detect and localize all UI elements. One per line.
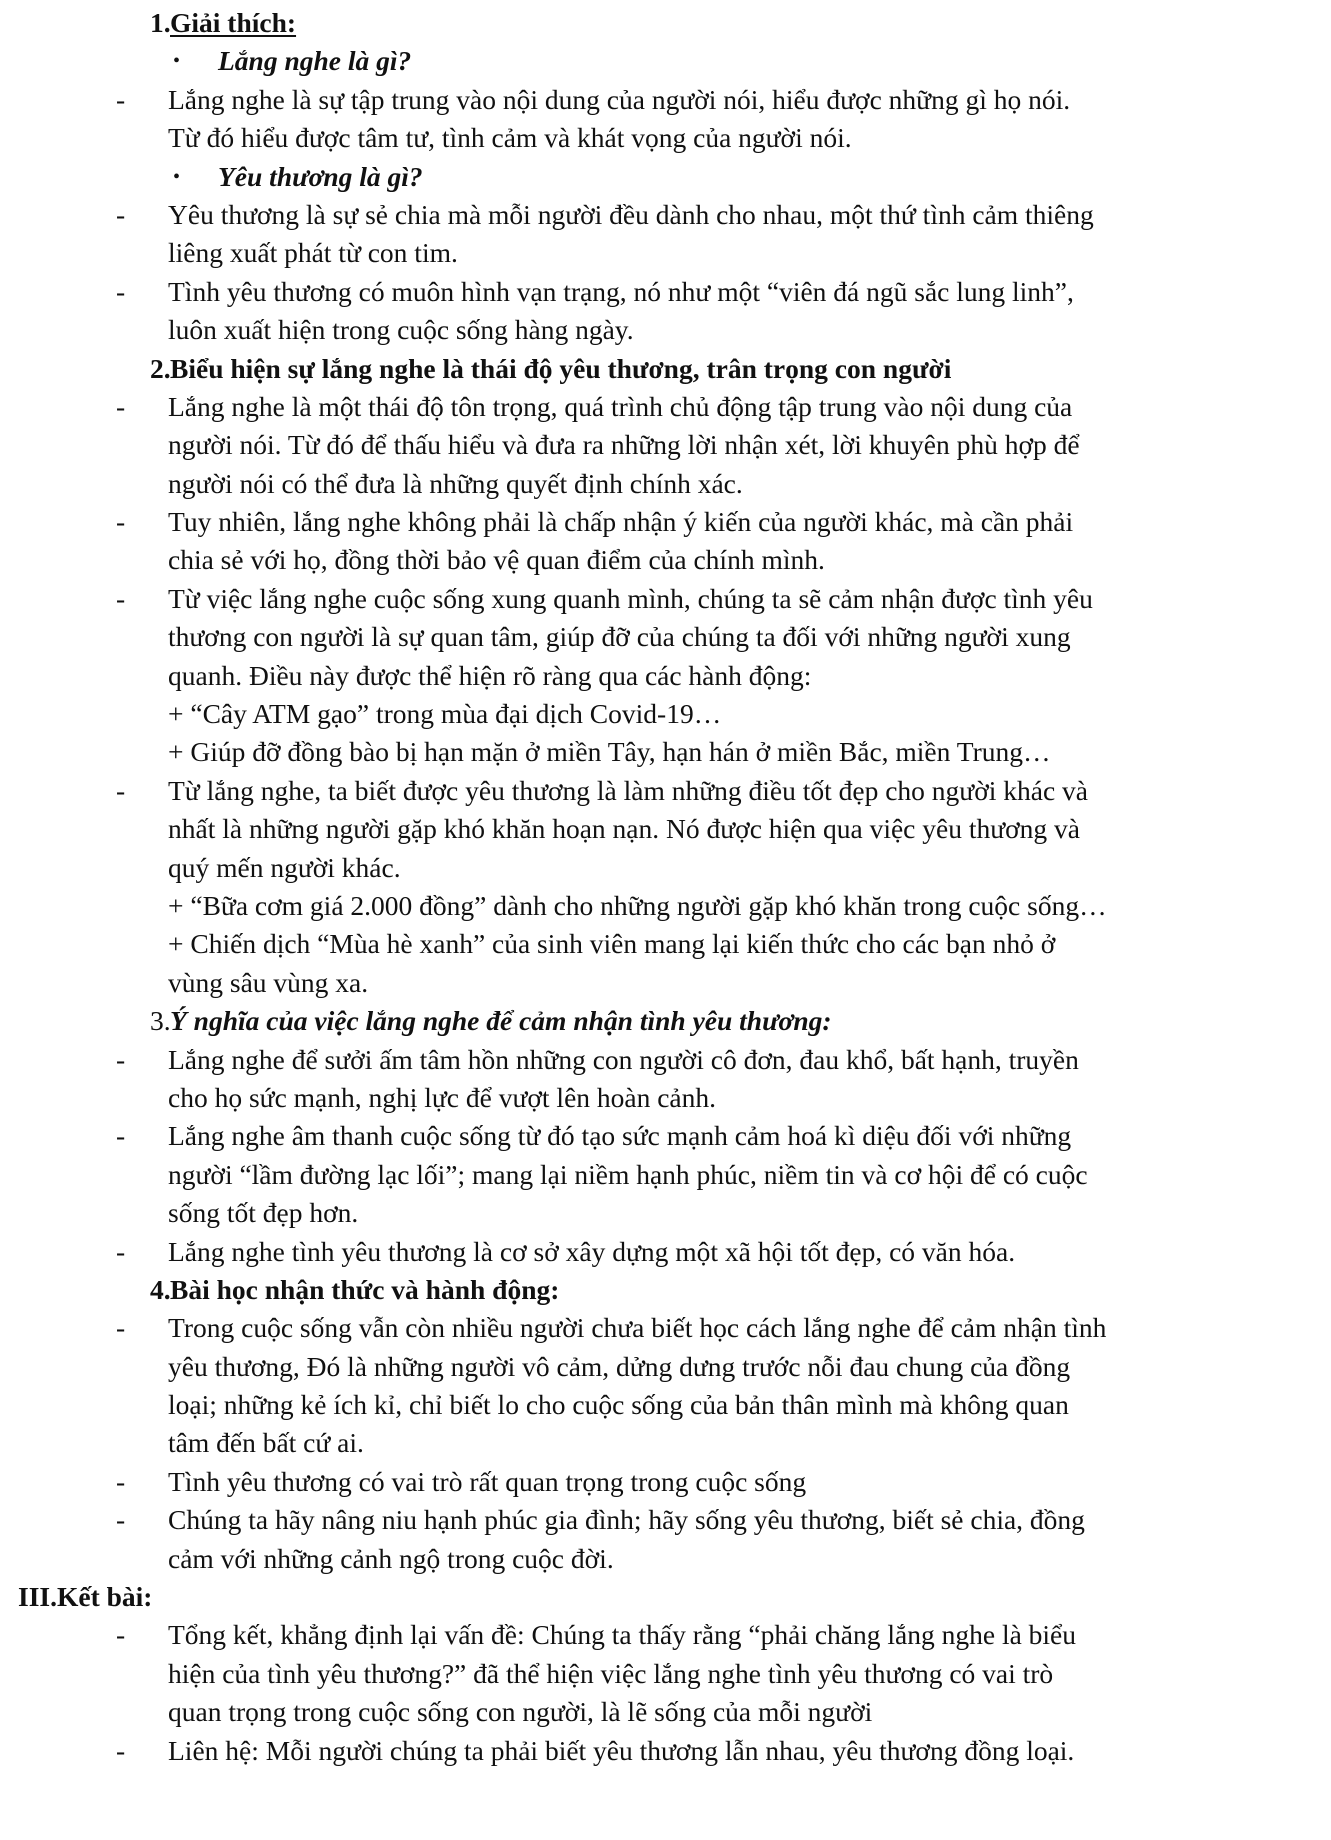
paragraph-line: thương con người là sự quan tâm, giúp đỡ của chúng ta đối với những người xung: [168, 621, 1071, 653]
paragraph-line: quan trọng trong cuộc sống con người, là lẽ sống của mỗi người: [168, 1696, 873, 1728]
dash-marker: -: [116, 1043, 126, 1075]
dash-marker: -: [116, 198, 126, 230]
part-heading: [0, 1578, 1331, 1616]
section-title: Biểu hiện sự lắng nghe là thái độ yêu thương, trân trọng con người: [170, 352, 952, 384]
example-item: + Chiến dịch “Mùa hè xanh” của sinh viên mang lại kiến thức cho các bạn nhỏ ở: [168, 928, 1056, 960]
example-item: + “Bữa cơm giá 2.000 đồng” dành cho những người gặp khó khăn trong cuộc sống…: [168, 889, 1107, 921]
paragraph-line: Từ lắng nghe, ta biết được yêu thương là làm những điều tốt đẹp cho người khác và: [168, 774, 1089, 806]
paragraph-15: [0, 1732, 1331, 1770]
paragraph-2: [0, 196, 1331, 273]
paragraph-3: [0, 273, 1331, 350]
paragraph-4: [0, 388, 1331, 503]
paragraph-line: cảm với những cảnh ngộ trong cuộc đời.: [168, 1542, 614, 1574]
bullet-text: Lắng nghe là gì?: [218, 45, 412, 77]
dash-marker: -: [116, 774, 126, 806]
paragraph-1: [0, 81, 1331, 158]
paragraph-line: tâm đến bất cứ ai.: [168, 1427, 364, 1459]
dash-marker: -: [116, 1465, 126, 1497]
paragraph-line: quý mến người khác.: [168, 851, 401, 883]
paragraph-10: [0, 1233, 1331, 1271]
section-number: 2.: [150, 352, 171, 384]
section-title: Bài học nhận thức và hành động:: [170, 1273, 560, 1305]
paragraph-line: Tuy nhiên, lắng nghe không phải là chấp nhận ý kiến của người khác, mà cần phải: [168, 506, 1074, 538]
section-number: 3.: [150, 1005, 171, 1037]
paragraph-line: Lắng nghe là một thái độ tôn trọng, quá trình chủ động tập trung vào nội dung của: [168, 390, 1073, 422]
bullet-icon: •: [173, 50, 181, 73]
paragraph-line: Tình yêu thương có vai trò rất quan trọng trong cuộc sống: [168, 1465, 807, 1497]
paragraph-line: quanh. Điều này được thể hiện rõ ràng qua các hành động:: [168, 659, 812, 691]
paragraph-line: sống tốt đẹp hơn.: [168, 1197, 359, 1229]
section-heading-1: [0, 4, 1331, 42]
paragraph-line: người nói. Từ đó để thấu hiểu và đưa ra những lời nhận xét, lời khuyên phù hợp để: [168, 429, 1080, 461]
section-title: Ý nghĩa của việc lắng nghe để cảm nhận tình yêu thương:: [170, 1005, 832, 1037]
paragraph-line: Tình yêu thương có muôn hình vạn trạng, nó như một “viên đá ngũ sắc lung linh”,: [168, 275, 1074, 307]
paragraph-line: Liên hệ: Mỗi người chúng ta phải biết yêu thương lẫn nhau, yêu thương đồng loại.: [168, 1734, 1075, 1766]
paragraph-13: [0, 1501, 1331, 1578]
section-heading-3: [0, 1002, 1331, 1040]
bullet-icon: •: [173, 165, 181, 188]
dash-marker: -: [116, 1734, 126, 1766]
paragraph-8: [0, 1041, 1331, 1118]
section-heading-4: [0, 1271, 1331, 1309]
paragraph-line: Lắng nghe âm thanh cuộc sống từ đó tạo sức mạnh cảm hoá kì diệu đối với những: [168, 1120, 1072, 1152]
dash-marker: -: [116, 1619, 126, 1651]
paragraph-7: [0, 772, 1331, 887]
dash-marker: -: [116, 275, 126, 307]
dash-marker: -: [116, 1120, 126, 1152]
paragraph-line: chia sẻ với họ, đồng thời bảo vệ quan điểm của chính mình.: [168, 544, 825, 576]
paragraph-line: hiện của tình yêu thương?” đã thể hiện việc lắng nghe tình yêu thương có vai trò: [168, 1657, 1054, 1689]
paragraph-line: Từ đó hiểu được tâm tư, tình cảm và khát vọng của người nói.: [168, 122, 852, 154]
paragraph-line: người nói có thể đưa là những quyết định chính xác.: [168, 467, 743, 499]
section-title: Giải thích:: [170, 7, 297, 38]
paragraph-5: [0, 503, 1331, 580]
paragraph-line: Từ việc lắng nghe cuộc sống xung quanh mình, chúng ta sẽ cảm nhận được tình yêu: [168, 582, 1093, 614]
dash-marker: -: [116, 1312, 126, 1344]
example-item: + Giúp đỡ đồng bào bị hạn mặn ở miền Tây, hạn hán ở miền Bắc, miền Trung…: [168, 736, 1051, 768]
paragraph-line: liêng xuất phát từ con tim.: [168, 237, 458, 269]
document-body: [0, 4, 1331, 1770]
paragraph-line: loại; những kẻ ích kỉ, chỉ biết lo cho cuộc sống của bản thân mình mà không quan: [168, 1389, 1069, 1421]
section-heading-2: [0, 350, 1331, 388]
paragraph-line: Chúng ta hãy nâng niu hạnh phúc gia đình; hãy sống yêu thương, biết sẻ chia, đồng: [168, 1504, 1085, 1536]
paragraph-line: Yêu thương là sự sẻ chia mà mỗi người đều dành cho nhau, một thứ tình cảm thiêng: [168, 198, 1094, 230]
dash-marker: -: [116, 1504, 126, 1536]
paragraph-line: Tổng kết, khẳng định lại vấn đề: Chúng ta thấy rằng “phải chăng lắng nghe là biểu: [168, 1619, 1077, 1651]
paragraph-line: cho họ sức mạnh, nghị lực để vượt lên hoàn cảnh.: [168, 1081, 717, 1113]
dash-marker: -: [116, 1235, 126, 1267]
paragraph-line: yêu thương, Đó là những người vô cảm, dửng dưng trước nỗi đau chung của đồng: [168, 1350, 1071, 1382]
paragraph-line: Lắng nghe để sưởi ấm tâm hồn những con người cô đơn, đau khổ, bất hạnh, truyền: [168, 1043, 1079, 1075]
bullet-question-1: [0, 42, 1331, 80]
bullet-text: Yêu thương là gì?: [218, 160, 423, 192]
section-number: 4.: [150, 1273, 171, 1305]
dash-marker: -: [116, 582, 126, 614]
paragraph-line: Trong cuộc sống vẫn còn nhiều người chưa biết học cách lắng nghe để cảm nhận tình: [168, 1312, 1107, 1344]
paragraph-line: nhất là những người gặp khó khăn hoạn nạn. Nó được hiện qua việc yêu thương và: [168, 813, 1080, 845]
paragraph-line: Lắng nghe tình yêu thương là cơ sở xây dựng một xã hội tốt đẹp, có văn hóa.: [168, 1235, 1016, 1267]
paragraph-11: [0, 1309, 1331, 1463]
paragraph-line: Lắng nghe là sự tập trung vào nội dung của người nói, hiểu được những gì họ nói.: [168, 83, 1071, 115]
section-number: 1.: [150, 7, 171, 38]
bullet-question-2: [0, 158, 1331, 196]
paragraph-line: luôn xuất hiện trong cuộc sống hàng ngày.: [168, 314, 634, 346]
example-item: + “Cây ATM gạo” trong mùa đại dịch Covid-19…: [168, 698, 722, 730]
paragraph-9: [0, 1117, 1331, 1232]
dash-marker: -: [116, 506, 126, 538]
dash-marker: -: [116, 390, 126, 422]
paragraph-14: [0, 1616, 1331, 1731]
dash-marker: -: [116, 83, 126, 115]
part-title: III.Kết bài:: [18, 1581, 153, 1613]
paragraph-6: [0, 580, 1331, 695]
example-item: vùng sâu vùng xa.: [168, 966, 369, 998]
paragraph-12: [0, 1463, 1331, 1501]
paragraph-line: người “lầm đường lạc lối”; mang lại niềm hạnh phúc, niềm tin và cơ hội để có cuộc: [168, 1158, 1088, 1190]
